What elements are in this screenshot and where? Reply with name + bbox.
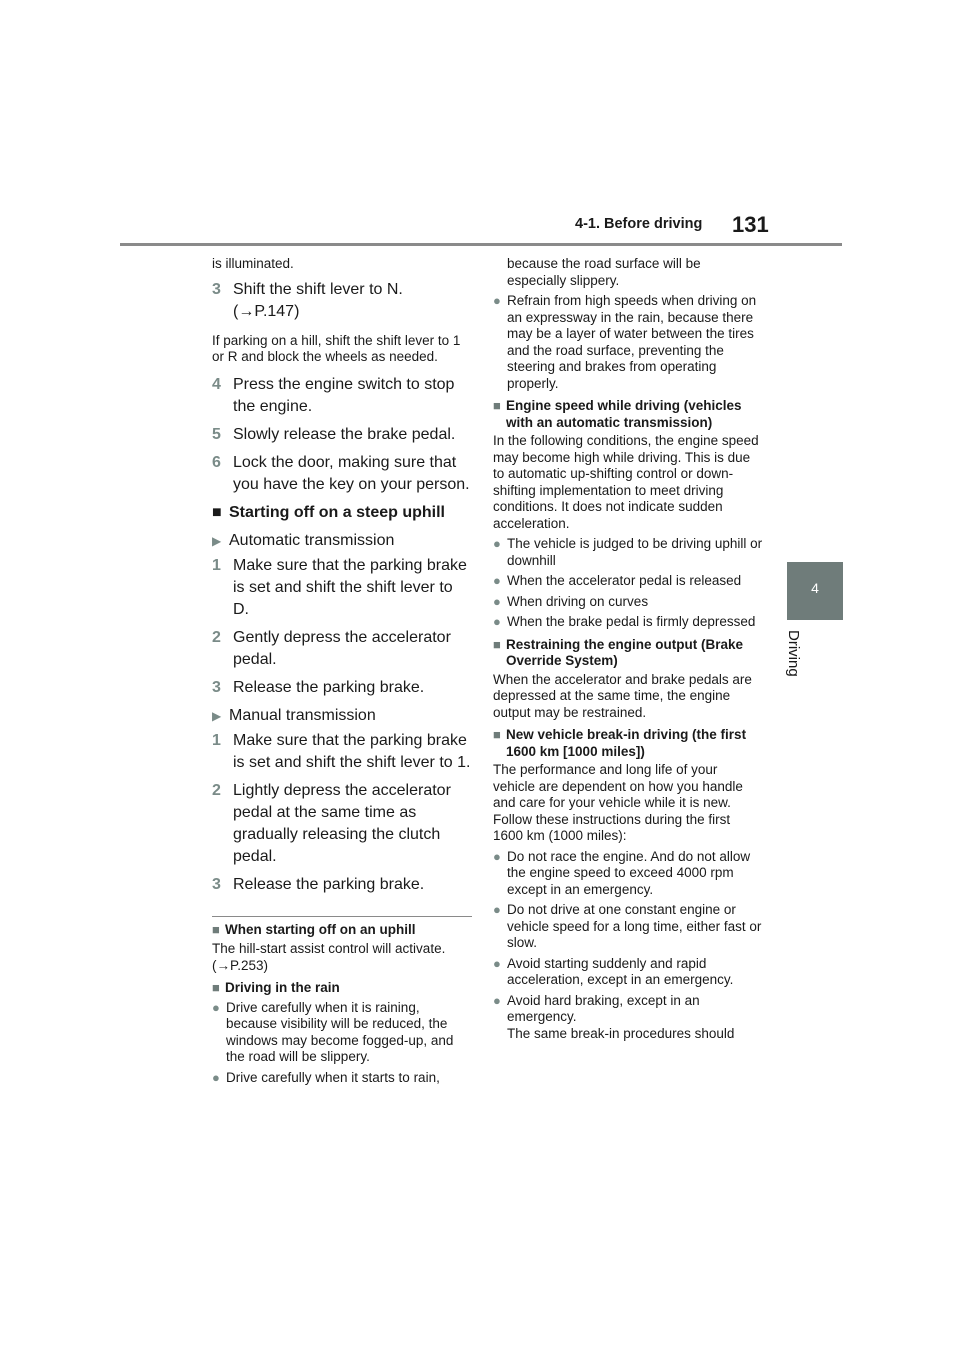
parking-hill-note: If parking on a hill, shift the shift lever to 1 or R and block the wheels as needed.: [212, 332, 461, 364]
step-5: 5 Slowly release the brake pedal.: [212, 425, 456, 443]
bullet-icon: ●: [493, 614, 501, 629]
bullet-icon: ●: [493, 902, 501, 917]
bullet-icon: ●: [493, 593, 501, 609]
uphill-note-title: ■ When starting off on an uphill: [212, 921, 416, 937]
rain-continued: because the road surface will be especially slippery.: [507, 256, 701, 288]
engine-speed-bullet-1: ● The vehicle is judged to be driving uphill or downhill: [493, 536, 763, 568]
bullet-icon: ●: [493, 992, 501, 1008]
right-column: [493, 256, 763, 1042]
bullet-icon: ●: [493, 848, 501, 864]
chapter-tab-number: 4: [811, 580, 819, 596]
automatic-transmission-title: ▶ Automatic transmission: [212, 530, 472, 552]
bullet-icon: ●: [493, 955, 501, 971]
brake-override-title: ■ Restraining the engine output (Brake Override System): [493, 636, 744, 668]
rain-title: ■ Driving in the rain: [212, 980, 340, 995]
step-4: 4 Press the engine switch to stop the engine.: [212, 375, 455, 415]
triangle-icon: ▶: [212, 533, 222, 548]
bullet-icon: ●: [493, 536, 501, 551]
break-in-bullet-4: ● Avoid hard braking, except in an emergency.: [493, 992, 700, 1024]
break-in-bullet-3: ● Avoid starting suddenly and rapid acceleration, except in an emergency.: [493, 955, 734, 987]
uphill-note-text: The hill-start assist control will activate. (→P.253): [212, 941, 446, 973]
rain-bullet-1: ● Drive carefully when it is raining, because visibility will be reduced, the windows may become fogged-up, and the road will be slippery.: [212, 999, 454, 1064]
auto-step-2: 2 Gently depress the accelerator pedal.: [212, 628, 451, 668]
rain-bullet-2: ● Drive carefully when it starts to rain,: [212, 1069, 440, 1085]
intro-text: is illuminated.: [212, 256, 294, 271]
engine-speed-title: ■ Engine speed while driving (vehicles with an automatic transmission): [493, 398, 742, 430]
page-number: 131: [732, 212, 769, 237]
left-column: [212, 256, 472, 1086]
auto-step-3: 3 Release the parking brake.: [212, 678, 425, 696]
break-in-title: ■ New vehicle break-in driving (the first 1600 km [1000 miles]): [493, 727, 747, 759]
break-in-tail: The same break-in procedures should: [507, 1025, 735, 1041]
square-bullet-icon: ■: [493, 727, 501, 742]
bullet-icon: ●: [493, 293, 501, 308]
break-in-bullet-2: ● Do not drive at one constant engine or vehicle speed for a long time, either fast or slow.: [493, 902, 762, 950]
break-in-text: The performance and long life of your vehicle are dependent on how you handle and care for your vehicle while it is new. Follow these instructions during the first 1600 km (1000 miles):: [493, 762, 743, 843]
step-6: 6 Lock the door, making sure that you have the key on your person.: [212, 453, 470, 493]
square-bullet-icon: ■: [212, 980, 220, 995]
bullet-icon: ●: [493, 573, 501, 588]
engine-speed-bullet-3: ● When driving on curves: [493, 593, 649, 609]
square-bullet-icon: ■: [493, 636, 501, 652]
manual-step-1: 1 Make sure that the parking brake is set and shift the shift lever to 1.: [212, 731, 471, 771]
brake-override-text: When the accelerator and brake pedals are depressed at the same time, the engine output may be restrained.: [493, 671, 752, 720]
square-bullet-icon: ■: [212, 503, 222, 521]
bullet-icon: ●: [212, 1069, 220, 1085]
engine-speed-text: In the following conditions, the engine speed may become high while driving. This is due to automatic up-shifting control or down-shifting implementation to meet driving conditions. It does not indicate sudden acceleration.: [493, 433, 759, 531]
header-rule: [120, 243, 842, 246]
manual-step-3: 3 Release the parking brake.: [212, 875, 425, 893]
engine-speed-bullet-2: ● When the accelerator pedal is released: [493, 573, 742, 588]
manual-step-2: 2 Lightly depress the accelerator pedal at the same time as gradually releasing the clutch pedal.: [212, 781, 451, 865]
section-divider: [212, 916, 472, 917]
auto-step-1: 1 Make sure that the parking brake is set and shift the shift lever to D.: [212, 556, 467, 618]
step-3: 3 Shift the shift lever to N. (→P.147): [212, 280, 403, 320]
rain-bullet-3: ● Refrain from high speeds when driving on an expressway in the rain, because there may be a layer of water between the tires and the road surface, preventing the steering and brakes from operating properly.: [493, 293, 757, 391]
uphill-heading: ■ Starting off on a steep uphill: [212, 502, 472, 524]
header-section-title: 4-1. Before driving: [575, 216, 703, 232]
break-in-bullet-1: ● Do not race the engine. And do not allow the engine speed to exceed 4000 rpm except in an emergency.: [493, 848, 751, 897]
square-bullet-icon: ■: [212, 921, 220, 937]
engine-speed-bullet-4: ● When the brake pedal is firmly depressed: [493, 614, 756, 629]
triangle-icon: ▶: [212, 708, 222, 723]
square-bullet-icon: ■: [493, 398, 501, 413]
bullet-icon: ●: [212, 999, 220, 1015]
chapter-tab-label: Driving: [785, 630, 802, 677]
manual-transmission-title: ▶ Manual transmission: [212, 705, 472, 727]
